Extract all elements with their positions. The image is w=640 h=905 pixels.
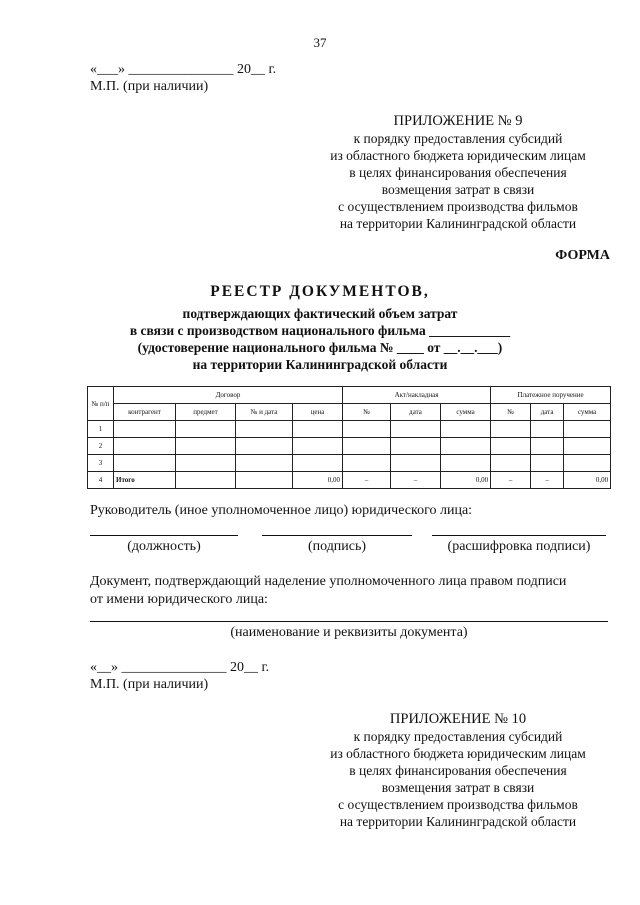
total-act-number: – bbox=[343, 472, 391, 489]
table-cell bbox=[343, 455, 391, 472]
total-act-date: – bbox=[391, 472, 441, 489]
decode-caption: (расшифровка подписи) bbox=[447, 539, 591, 554]
table-cell bbox=[343, 438, 391, 455]
col-header: дата bbox=[391, 404, 441, 421]
table-cell bbox=[293, 455, 343, 472]
row-number: 2 bbox=[88, 438, 114, 455]
table-cell bbox=[391, 421, 441, 438]
table-row bbox=[88, 438, 611, 455]
appendix-title: ПРИЛОЖЕНИЕ № 10 bbox=[389, 711, 527, 727]
table-cell bbox=[441, 455, 491, 472]
document-caption: (наименование и реквизиты документа) bbox=[230, 625, 468, 640]
total-payment-date: – bbox=[531, 472, 564, 489]
col-header: сумма bbox=[564, 404, 611, 421]
signature-line bbox=[262, 535, 412, 536]
appendix-line: в целях финансирования обеспечения bbox=[349, 165, 567, 180]
appendix-9 bbox=[308, 113, 608, 232]
table-cell bbox=[491, 455, 531, 472]
appendix-line: с осуществлением производства фильмов bbox=[338, 199, 578, 214]
table-cell bbox=[564, 455, 611, 472]
table-cell bbox=[236, 421, 293, 438]
col-header: № bbox=[491, 404, 531, 421]
total-payment-number: – bbox=[491, 472, 531, 489]
appendix-line: возмещения затрат в связи bbox=[381, 780, 535, 795]
signature-caption: (подпись) bbox=[307, 539, 367, 554]
appendix-line: на территории Калининградской области bbox=[339, 814, 577, 829]
date-line: «___» _______________ 20__ г. bbox=[90, 62, 277, 77]
register-table bbox=[87, 386, 611, 489]
position-line bbox=[90, 535, 238, 536]
register-heading bbox=[0, 283, 640, 373]
decode-line bbox=[432, 535, 606, 536]
table-cell bbox=[531, 455, 564, 472]
table-subheader-row bbox=[88, 404, 611, 421]
appendix-line: с осуществлением производства фильмов bbox=[338, 797, 578, 812]
signature-heading: Руководитель (иное уполномоченное лицо) юридического лица: bbox=[90, 503, 473, 518]
appendix-line: к порядку предоставления субсидий bbox=[353, 729, 563, 744]
register-title: РЕЕСТР ДОКУМЕНТОВ, bbox=[210, 283, 430, 300]
table-cell bbox=[293, 421, 343, 438]
table-cell bbox=[176, 472, 236, 489]
table-row bbox=[88, 421, 611, 438]
register-line: (удостоверение национального фильма № ____ от __.__.___) bbox=[137, 340, 503, 355]
col-header: дата bbox=[531, 404, 564, 421]
table-cell bbox=[531, 421, 564, 438]
table-row bbox=[88, 455, 611, 472]
table-cell bbox=[441, 421, 491, 438]
register-line: в связи с производством национального фильма ____________ bbox=[129, 323, 511, 338]
total-price: 0,00 bbox=[293, 472, 343, 489]
table-cell bbox=[441, 438, 491, 455]
table-cell bbox=[236, 455, 293, 472]
table-cell bbox=[176, 421, 236, 438]
table-cell bbox=[236, 438, 293, 455]
table-cell bbox=[491, 438, 531, 455]
appendix-line: на территории Калининградской области bbox=[339, 216, 577, 231]
table-cell bbox=[293, 438, 343, 455]
row-number: 3 bbox=[88, 455, 114, 472]
table-cell bbox=[531, 438, 564, 455]
position-caption: (должность) bbox=[127, 539, 201, 554]
table-cell bbox=[491, 421, 531, 438]
group-contract: Договор bbox=[114, 387, 343, 404]
appendix-line: из областного бюджета юридическим лицам bbox=[330, 148, 586, 163]
document-line: от имени юридического лица: bbox=[90, 592, 268, 607]
total-label: Итого bbox=[114, 472, 176, 489]
table-cell bbox=[564, 438, 611, 455]
col-number: № п/п bbox=[88, 387, 114, 421]
col-header: № и дата bbox=[236, 404, 293, 421]
table-cell bbox=[236, 472, 293, 489]
form-label: ФОРМА bbox=[555, 248, 610, 263]
table-cell bbox=[176, 438, 236, 455]
document-line: Документ, подтверждающий наделение уполномоченного лица правом подписи bbox=[90, 574, 567, 589]
page-number: 37 bbox=[313, 35, 327, 50]
group-act: Акт/накладная bbox=[343, 387, 491, 404]
appendix-title: ПРИЛОЖЕНИЕ № 9 bbox=[393, 113, 523, 129]
appendix-line: возмещения затрат в связи bbox=[381, 182, 535, 197]
table-header-row bbox=[88, 387, 611, 404]
col-header: цена bbox=[293, 404, 343, 421]
row-number: 4 bbox=[88, 472, 114, 489]
total-act-sum: 0,00 bbox=[441, 472, 491, 489]
stamp-note: М.П. (при наличии) bbox=[90, 79, 209, 94]
register-line: на территории Калининградской области bbox=[192, 357, 448, 372]
total-payment-sum: 0,00 bbox=[564, 472, 611, 489]
table-cell bbox=[176, 455, 236, 472]
appendix-line: в целях финансирования обеспечения bbox=[349, 763, 567, 778]
appendix-line: из областного бюджета юридическим лицам bbox=[330, 746, 586, 761]
register-line: подтверждающих фактический объем затрат bbox=[182, 306, 458, 321]
table-cell bbox=[114, 421, 176, 438]
table-cell bbox=[391, 455, 441, 472]
appendix-line: к порядку предоставления субсидий bbox=[353, 131, 563, 146]
table-cell bbox=[114, 455, 176, 472]
col-header: предмет bbox=[176, 404, 236, 421]
table-cell bbox=[343, 421, 391, 438]
appendix-10 bbox=[308, 711, 608, 830]
row-number: 1 bbox=[88, 421, 114, 438]
date-line: «__» _______________ 20__ г. bbox=[90, 660, 270, 675]
col-header: № bbox=[343, 404, 391, 421]
table-total-row bbox=[88, 472, 611, 489]
table-cell bbox=[391, 438, 441, 455]
stamp-note: М.П. (при наличии) bbox=[90, 677, 209, 692]
col-header: сумма bbox=[441, 404, 491, 421]
document-text bbox=[90, 573, 566, 609]
col-header: контрагент bbox=[114, 404, 176, 421]
document-line-blank bbox=[90, 621, 608, 622]
group-payment: Платежное поручение bbox=[491, 387, 611, 404]
table-cell bbox=[114, 438, 176, 455]
table-cell bbox=[564, 421, 611, 438]
